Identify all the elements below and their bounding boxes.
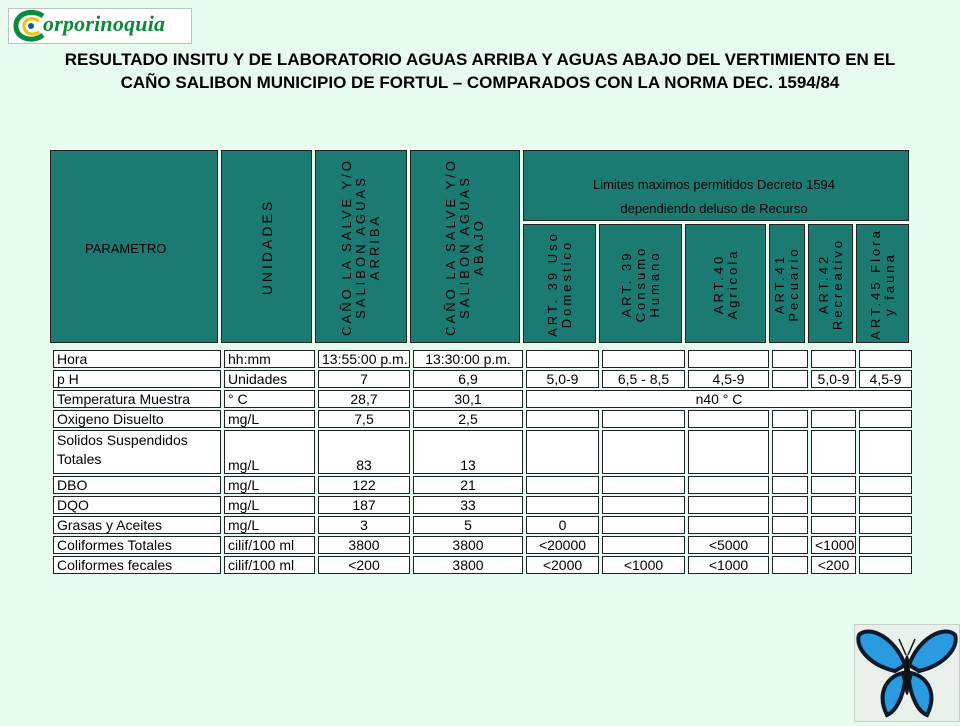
table-row [53, 390, 912, 408]
cell-abajo: 13 [413, 430, 523, 474]
cell-art41 [772, 476, 808, 494]
cell-art39-consumo: <1000 [602, 556, 685, 574]
table-row [53, 430, 912, 474]
cell-abajo: 3800 [413, 556, 523, 574]
header-art45-label: ART.45 Flora y fauna [867, 227, 897, 340]
table-row [53, 350, 912, 368]
cell-arriba: 187 [318, 496, 410, 514]
cell-arriba: 3 [318, 516, 410, 534]
cell-unidades: mg/L [224, 476, 315, 494]
cell-abajo: 33 [413, 496, 523, 514]
cell-art42 [811, 476, 856, 494]
header-art39-consumo [599, 224, 682, 343]
cell-parametro: Grasas y Aceites [53, 516, 221, 534]
cell-art42 [811, 430, 856, 474]
cell-art45 [859, 556, 912, 574]
header-art41 [769, 224, 805, 343]
cell-art40 [688, 496, 769, 514]
cell-unidades: mg/L [224, 496, 315, 514]
header-art41-label: ART.41 Pecuario [772, 245, 801, 322]
cell-art41 [772, 516, 808, 534]
cell-art39-consumo [602, 496, 685, 514]
cell-art40: <1000 [688, 556, 769, 574]
cell-art42: <1000 [811, 536, 856, 554]
cell-parametro: Coliformes fecales [53, 556, 221, 574]
cell-art39-uso: <2000 [526, 556, 599, 574]
cell-parametro: Solidos Suspendidos Totales [53, 430, 221, 474]
cell-abajo: 21 [413, 476, 523, 494]
header-art39-consumo-label: ART. 39 Consumo Humano [618, 245, 662, 322]
table-row [53, 556, 912, 574]
header-art42-label: ART.42 Recreativo [815, 237, 845, 330]
cell-abajo: 30,1 [413, 390, 523, 408]
header-parametro-label: PARAMETRO [85, 241, 167, 256]
cell-art40: 4,5-9 [688, 370, 769, 388]
header-limites [523, 150, 909, 221]
cell-unidades: mg/L [224, 410, 315, 428]
logo-text: orporinoquia [43, 11, 166, 36]
table-row [53, 496, 912, 514]
cell-arriba: 7 [318, 370, 410, 388]
cell-art40 [688, 430, 769, 474]
cell-art41 [772, 496, 808, 514]
cell-art39-uso [526, 410, 599, 428]
cell-arriba: 7,5 [318, 410, 410, 428]
cell-arriba: 13:55:00 p.m. [318, 350, 410, 368]
cell-parametro: DQO [53, 496, 221, 514]
cell-art39-uso: 5,0-9 [526, 370, 599, 388]
cell-parametro: Oxigeno Disuelto [53, 410, 221, 428]
butterfly-icon [855, 625, 959, 721]
cell-art40 [688, 516, 769, 534]
page-title: RESULTADO INSITU Y DE LABORATORIO AGUAS ARRIBA Y AGUAS ABAJO DEL VERTIMIENTO EN EL CAÑO SALIBON MUNICIPIO DE FORTUL – COMPARADOS CON LA NORMA DEC. 1594/84 [64, 50, 896, 92]
header-art45 [856, 224, 909, 343]
cell-art45: 4,5-9 [859, 370, 912, 388]
table-row [53, 410, 912, 428]
table-row [53, 516, 912, 534]
cell-art39-uso: <20000 [526, 536, 599, 554]
cell-art45 [859, 476, 912, 494]
header-art39-uso [523, 224, 596, 343]
cell-parametro: Coliformes Totales [53, 536, 221, 554]
cell-art39-uso: 0 [526, 516, 599, 534]
results-table [50, 348, 915, 576]
header-art40 [685, 224, 766, 343]
cell-art40 [688, 350, 769, 368]
butterfly-image [854, 624, 960, 722]
cell-art42 [811, 496, 856, 514]
cell-abajo: 5 [413, 516, 523, 534]
header-limites-label: Limites maximos permitidos Decreto 1594 dependiendo deluso de Recurso [592, 177, 836, 216]
cell-art41 [772, 430, 808, 474]
header-art42 [808, 224, 853, 343]
header-aguas-abajo [410, 150, 520, 343]
cell-art39-consumo [602, 536, 685, 554]
cell-art45 [859, 350, 912, 368]
cell-art39-uso [526, 496, 599, 514]
cell-unidades: cilif/100 ml [224, 536, 315, 554]
cell-unidades: hh:mm [224, 350, 315, 368]
cell-art41 [772, 370, 808, 388]
cell-art39-consumo [602, 350, 685, 368]
cell-arriba: 28,7 [318, 390, 410, 408]
cell-abajo: 2,5 [413, 410, 523, 428]
cell-art39-consumo [602, 430, 685, 474]
cell-art39-consumo [602, 516, 685, 534]
cell-art42 [811, 516, 856, 534]
cell-parametro: Hora [53, 350, 221, 368]
cell-art45 [859, 430, 912, 474]
logo [8, 8, 192, 44]
cell-abajo: 3800 [413, 536, 523, 554]
cell-art42 [811, 350, 856, 368]
cell-art39-uso [526, 350, 599, 368]
cell-art45 [859, 410, 912, 428]
cell-art41 [772, 556, 808, 574]
header-art39-uso-label: ART. 39 Uso Domestico [544, 230, 574, 337]
table-row [53, 370, 912, 388]
cell-art39-uso [526, 476, 599, 494]
cell-art40: <5000 [688, 536, 769, 554]
cell-unidades: mg/L [224, 516, 315, 534]
cell-art41 [772, 410, 808, 428]
table-row [53, 476, 912, 494]
cell-arriba: 3800 [318, 536, 410, 554]
header-aguas-abajo-label: CAÑO LA SALVE Y/O SALIBON AGUAS ABAJO [443, 157, 486, 336]
cell-art41 [772, 536, 808, 554]
cell-unidades: cilif/100 ml [224, 556, 315, 574]
cell-arriba: <200 [318, 556, 410, 574]
cell-art42: 5,0-9 [811, 370, 856, 388]
header-unidades-label: UNIDADES [258, 198, 275, 295]
corporinoquia-logo-icon [13, 10, 47, 42]
cell-art39-consumo: 6,5 - 8,5 [602, 370, 685, 388]
cell-art40 [688, 410, 769, 428]
cell-arriba: 122 [318, 476, 410, 494]
cell-art40 [688, 476, 769, 494]
cell-unidades: Unidades [224, 370, 315, 388]
table-row [53, 536, 912, 554]
cell-abajo: 6,9 [413, 370, 523, 388]
cell-art39-uso [526, 430, 599, 474]
cell-art42 [811, 410, 856, 428]
header-parametro [50, 150, 218, 343]
cell-art39-consumo [602, 410, 685, 428]
cell-art41 [772, 350, 808, 368]
cell-arriba: 83 [318, 430, 410, 474]
cell-art45 [859, 536, 912, 554]
cell-art42: <200 [811, 556, 856, 574]
cell-art39-consumo [602, 476, 685, 494]
cell-limit-merged: n40 ° C [526, 390, 912, 408]
cell-unidades: ° C [224, 390, 315, 408]
cell-parametro: DBO [53, 476, 221, 494]
header-unidades [221, 150, 312, 343]
header-aguas-arriba [315, 150, 407, 343]
cell-art45 [859, 516, 912, 534]
cell-parametro: Temperatura Muestra [53, 390, 221, 408]
cell-unidades: mg/L [224, 430, 315, 474]
header-art40-label: ART.40 Agricola [710, 248, 740, 319]
cell-art45 [859, 496, 912, 514]
cell-abajo: 13:30:00 p.m. [413, 350, 523, 368]
cell-parametro: p H [53, 370, 221, 388]
header-aguas-arriba-label: CAÑO LA SALVE Y/O SALIBON AGUAS ARRIBA [339, 157, 382, 336]
